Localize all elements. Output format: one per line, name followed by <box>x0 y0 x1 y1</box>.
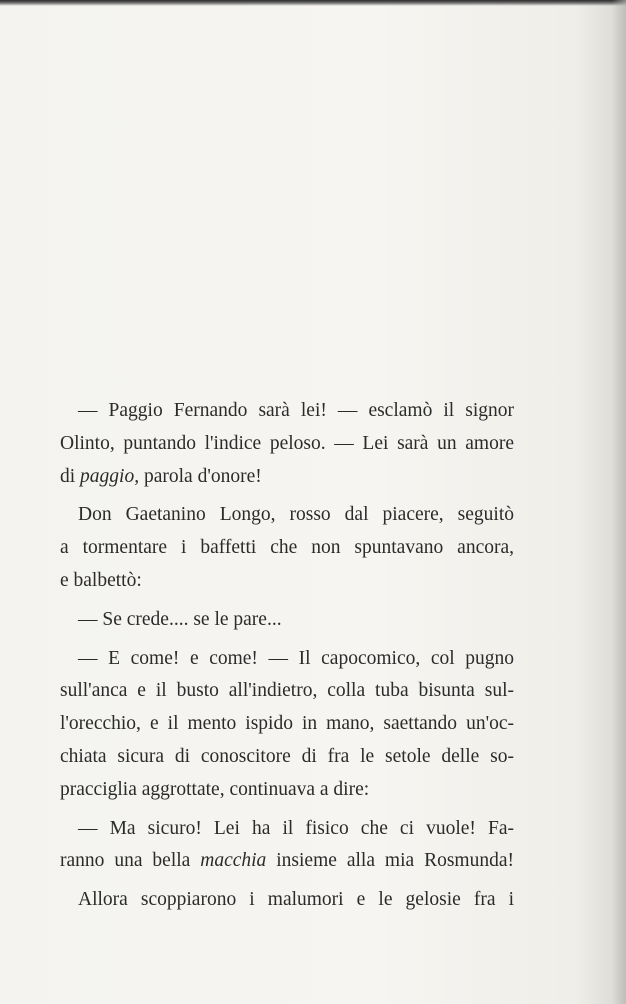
line-13-text: — Ma sicuro! Lei ha il fisico che ci vuole! Fa- <box>78 817 514 839</box>
text-line-15 <box>60 884 514 917</box>
text-line-5 <box>60 532 514 565</box>
page-right-edge-shadow <box>612 0 626 1004</box>
line-15-text: Allora scoppiarono i malumori e le gelosie fra i <box>78 889 514 911</box>
line-3-text-b: parola d'onore! <box>139 465 262 487</box>
text-line-9 <box>60 675 514 708</box>
italic-word-macchia: macchia <box>200 850 267 872</box>
body-text <box>60 395 514 917</box>
italic-word-paggio: paggio, <box>80 465 140 487</box>
text-line-2 <box>60 428 514 461</box>
line-5-text: a tormentare i baffetti che non spuntavano ancora, <box>60 537 514 559</box>
line-11-text: chiata sicura di conoscitore di fra le setole delle so- <box>60 745 514 767</box>
page-top-edge-shadow <box>0 0 626 6</box>
text-line-12 <box>60 774 514 807</box>
line-7-text: — Se crede.... se le pare... <box>78 608 282 630</box>
text-line-13 <box>60 813 514 846</box>
line-14-text-b: insieme alla mia Rosmunda! <box>266 850 514 872</box>
text-line-10 <box>60 708 514 741</box>
line-9-text: sull'anca e il busto all'indietro, colla tuba bisunta sul- <box>60 680 514 702</box>
text-line-1 <box>60 395 514 428</box>
text-line-14 <box>60 845 514 878</box>
text-line-7 <box>60 604 514 637</box>
text-line-11 <box>60 741 514 774</box>
line-6-text: e balbettò: <box>60 569 142 591</box>
line-14-text-a: ranno una bella <box>60 850 201 872</box>
text-line-3 <box>60 461 514 494</box>
text-line-6 <box>60 565 514 598</box>
line-4-text: Don Gaetanino Longo, rosso dal piacere, seguitò <box>78 504 514 526</box>
line-3-text-a: di <box>60 465 81 487</box>
text-line-4 <box>60 499 514 532</box>
line-8-text: — E come! e come! — Il capocomico, col pugno <box>78 647 514 669</box>
line-12-text: pracciglia aggrottate, continuava a dire: <box>60 778 370 800</box>
text-line-8 <box>60 643 514 676</box>
line-2-text: Olinto, puntando l'indice peloso. — Lei sarà un amore <box>60 432 514 454</box>
line-1-text: — Paggio Fernando sarà lei! — esclamò il signor <box>78 400 514 421</box>
line-10-text: l'orecchio, e il mento ispido in mano, saettando un'oc- <box>60 713 514 735</box>
